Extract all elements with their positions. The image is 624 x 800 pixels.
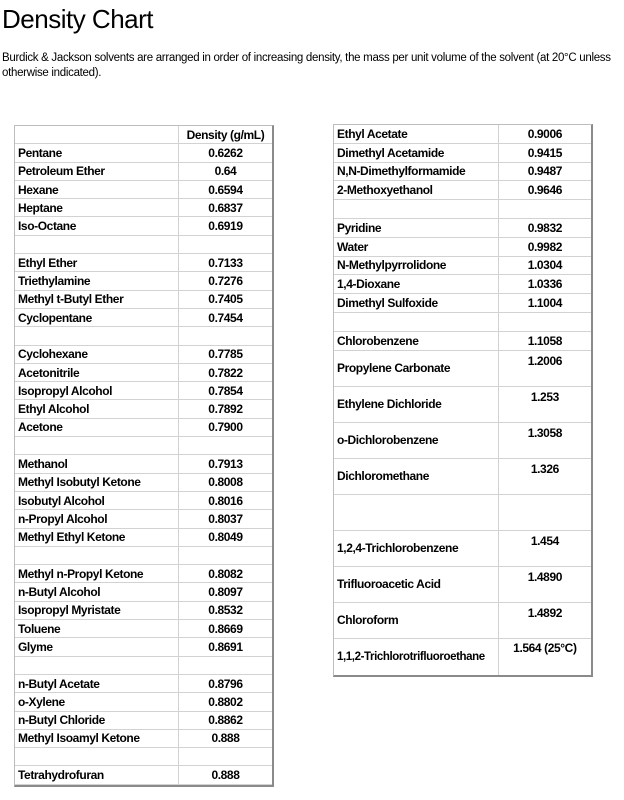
solvent-name: Water <box>334 238 498 257</box>
solvent-name <box>15 327 178 345</box>
table-row <box>15 144 272 162</box>
density-value: 0.8008 <box>178 474 272 492</box>
table-row <box>334 639 591 675</box>
table-row <box>15 400 272 418</box>
solvent-name: Petroleum Ether <box>15 163 178 181</box>
solvent-name: o-Dichlorobenzene <box>334 423 498 459</box>
spacer-row <box>334 313 591 332</box>
solvent-name: Pyridine <box>334 219 498 238</box>
spacer-row <box>334 495 591 531</box>
table-row <box>15 492 272 510</box>
table-row <box>334 332 591 351</box>
table-header-row <box>15 126 272 144</box>
density-value <box>498 200 591 219</box>
density-value: 0.7900 <box>178 419 272 437</box>
table-row <box>15 217 272 235</box>
table-row <box>15 199 272 217</box>
solvent-name: Ethyl Alcohol <box>15 400 178 418</box>
table-row <box>334 603 591 639</box>
table-row <box>15 272 272 290</box>
table-row <box>15 181 272 199</box>
density-value <box>178 748 272 766</box>
spacer-row <box>15 236 272 254</box>
table-row <box>15 620 272 638</box>
spacer-row <box>15 748 272 766</box>
table-row <box>334 351 591 387</box>
density-value: 0.8082 <box>178 565 272 583</box>
density-value: 0.7276 <box>178 272 272 290</box>
density-value: 0.8016 <box>178 492 272 510</box>
density-value: 0.6262 <box>178 144 272 162</box>
table-row <box>15 529 272 547</box>
spacer-row <box>15 547 272 565</box>
table-row <box>15 510 272 528</box>
density-value <box>178 437 272 455</box>
spacer-row <box>15 437 272 455</box>
solvent-name: Hexane <box>15 181 178 199</box>
density-value: 1.0304 <box>498 257 591 276</box>
spacer-row <box>334 200 591 219</box>
table-row <box>334 459 591 495</box>
solvent-name: o-Xylene <box>15 693 178 711</box>
density-value: 0.8669 <box>178 620 272 638</box>
density-value: 0.8691 <box>178 638 272 656</box>
table-row <box>15 693 272 711</box>
solvent-name: Methyl Isobutyl Ketone <box>15 474 178 492</box>
table-row <box>334 238 591 257</box>
table-row <box>334 144 591 163</box>
density-value: 0.8862 <box>178 712 272 730</box>
density-value: 0.7913 <box>178 455 272 473</box>
solvent-name: Methyl Isoamyl Ketone <box>15 730 178 748</box>
solvent-name: Chloroform <box>334 603 498 639</box>
density-value: 1.0336 <box>498 275 591 294</box>
solvent-name: n-Butyl Alcohol <box>15 583 178 601</box>
solvent-name: Chlorobenzene <box>334 332 498 351</box>
solvent-name: Ethylene Dichloride <box>334 387 498 423</box>
solvent-name: Methyl n-Propyl Ketone <box>15 565 178 583</box>
solvent-name: Propylene Carbonate <box>334 351 498 387</box>
density-value: 0.8796 <box>178 675 272 693</box>
solvent-name: Acetonitrile <box>15 364 178 382</box>
solvent-name: Cyclopentane <box>15 309 178 327</box>
solvent-name: Methyl Ethyl Ketone <box>15 529 178 547</box>
density-value: 1.1004 <box>498 294 591 313</box>
density-value: 0.888 <box>178 730 272 748</box>
solvent-name <box>15 748 178 766</box>
table-row <box>15 419 272 437</box>
solvent-name: Acetone <box>15 419 178 437</box>
density-value: 0.7854 <box>178 382 272 400</box>
solvent-name: Iso-Octane <box>15 217 178 235</box>
table-row <box>334 219 591 238</box>
table-row <box>334 181 591 200</box>
density-value: 0.8532 <box>178 602 272 620</box>
density-value: 0.7785 <box>178 346 272 364</box>
density-value: 1.4890 <box>498 567 591 603</box>
solvent-name: Dichloromethane <box>334 459 498 495</box>
table-row <box>15 364 272 382</box>
solvent-name: n-Butyl Acetate <box>15 675 178 693</box>
solvent-name: 2-Methoxyethanol <box>334 181 498 200</box>
solvent-name: Trifluoroacetic Acid <box>334 567 498 603</box>
table-row <box>334 294 591 313</box>
solvent-name: n-Butyl Chloride <box>15 712 178 730</box>
density-value: 0.8049 <box>178 529 272 547</box>
solvent-name: Ethyl Ether <box>15 254 178 272</box>
density-table-left <box>14 125 274 787</box>
spacer-row <box>15 327 272 345</box>
table-row <box>334 125 591 144</box>
table-row <box>15 455 272 473</box>
page-title: Density Chart <box>2 4 153 34</box>
density-value: 0.7454 <box>178 309 272 327</box>
table-row <box>15 565 272 583</box>
solvent-name: Methyl t-Butyl Ether <box>15 291 178 309</box>
table-row <box>15 730 272 748</box>
density-value: 0.9646 <box>498 181 591 200</box>
solvent-name: Methanol <box>15 455 178 473</box>
density-value: 1.454 <box>498 531 591 567</box>
density-value: 1.3058 <box>498 423 591 459</box>
density-value: 0.7822 <box>178 364 272 382</box>
table-row <box>15 382 272 400</box>
solvent-name <box>15 547 178 565</box>
density-value: 0.8802 <box>178 693 272 711</box>
solvent-name: Ethyl Acetate <box>334 125 498 144</box>
density-value: 1.326 <box>498 459 591 495</box>
density-value: 0.9006 <box>498 125 591 144</box>
density-table-right <box>333 124 593 677</box>
density-value: 0.7892 <box>178 400 272 418</box>
table-row <box>15 766 272 784</box>
table-row <box>15 474 272 492</box>
table-row <box>15 163 272 181</box>
table-row <box>334 257 591 276</box>
density-value: 0.8097 <box>178 583 272 601</box>
solvent-name: N,N-Dimethylformamide <box>334 163 498 182</box>
solvent-name <box>334 313 498 332</box>
table-row <box>334 567 591 603</box>
density-value: 1.4892 <box>498 603 591 639</box>
solvent-name: Dimethyl Sulfoxide <box>334 294 498 313</box>
density-value: 0.64 <box>178 163 272 181</box>
table-row <box>15 675 272 693</box>
table-row <box>15 583 272 601</box>
solvent-name <box>334 495 498 531</box>
density-value: 0.9487 <box>498 163 591 182</box>
table-row <box>15 254 272 272</box>
table-row <box>15 712 272 730</box>
density-value: 0.6919 <box>178 217 272 235</box>
solvent-name: Heptane <box>15 199 178 217</box>
density-value: 0.9832 <box>498 219 591 238</box>
table-row <box>334 275 591 294</box>
density-value: 0.9982 <box>498 238 591 257</box>
density-value <box>178 657 272 675</box>
density-value: 1.1058 <box>498 332 591 351</box>
table-row <box>334 531 591 567</box>
solvent-name: 1,1,2-Trichlorotrifluoroethane <box>337 650 485 663</box>
density-value: 0.6594 <box>178 181 272 199</box>
solvent-name: n-Propyl Alcohol <box>15 510 178 528</box>
solvent-name: N-Methylpyrrolidone <box>334 257 498 276</box>
solvent-name: Toluene <box>15 620 178 638</box>
solvent-name <box>15 236 178 254</box>
solvent-name: Isopropyl Myristate <box>15 602 178 620</box>
solvent-name: Isopropyl Alcohol <box>15 382 178 400</box>
table-row <box>15 291 272 309</box>
density-value: 0.8037 <box>178 510 272 528</box>
density-value: 0.9415 <box>498 144 591 163</box>
solvent-name: 1,2,4-Trichlorobenzene <box>334 531 498 567</box>
density-value: 1.2006 <box>498 351 591 387</box>
solvent-name: Isobutyl Alcohol <box>15 492 178 510</box>
density-value: 0.888 <box>178 766 272 784</box>
solvent-name <box>15 657 178 675</box>
table-row <box>15 309 272 327</box>
solvent-name <box>334 200 498 219</box>
solvent-name: Glyme <box>15 638 178 656</box>
solvent-name: 1,4-Dioxane <box>334 275 498 294</box>
table-row <box>15 638 272 656</box>
table-row <box>334 423 591 459</box>
density-value <box>178 236 272 254</box>
solvent-name: Tetrahydrofuran <box>15 766 178 784</box>
density-value: 0.6837 <box>178 199 272 217</box>
table-row <box>15 602 272 620</box>
density-value <box>498 495 591 531</box>
density-header: Density (g/mL) <box>178 126 272 144</box>
density-value <box>178 547 272 565</box>
solvent-name: Cyclohexane <box>15 346 178 364</box>
density-value: 1.564 (25°C) <box>498 639 591 675</box>
header-blank-cell <box>15 126 178 144</box>
table-row <box>334 387 591 423</box>
density-value <box>178 327 272 345</box>
solvent-name: Pentane <box>15 144 178 162</box>
intro-text: Burdick & Jackson solvents are arranged in order of increasing density, the mass per unit volume of the solvent (at 20°C unless otherwise indicated). <box>2 52 611 79</box>
density-value: 0.7405 <box>178 291 272 309</box>
spacer-row <box>15 657 272 675</box>
table-row <box>334 163 591 182</box>
solvent-name <box>15 437 178 455</box>
density-value <box>498 313 591 332</box>
table-row <box>15 346 272 364</box>
density-value: 0.7133 <box>178 254 272 272</box>
density-value: 1.253 <box>498 387 591 423</box>
solvent-name: Dimethyl Acetamide <box>334 144 498 163</box>
solvent-name: Triethylamine <box>15 272 178 290</box>
